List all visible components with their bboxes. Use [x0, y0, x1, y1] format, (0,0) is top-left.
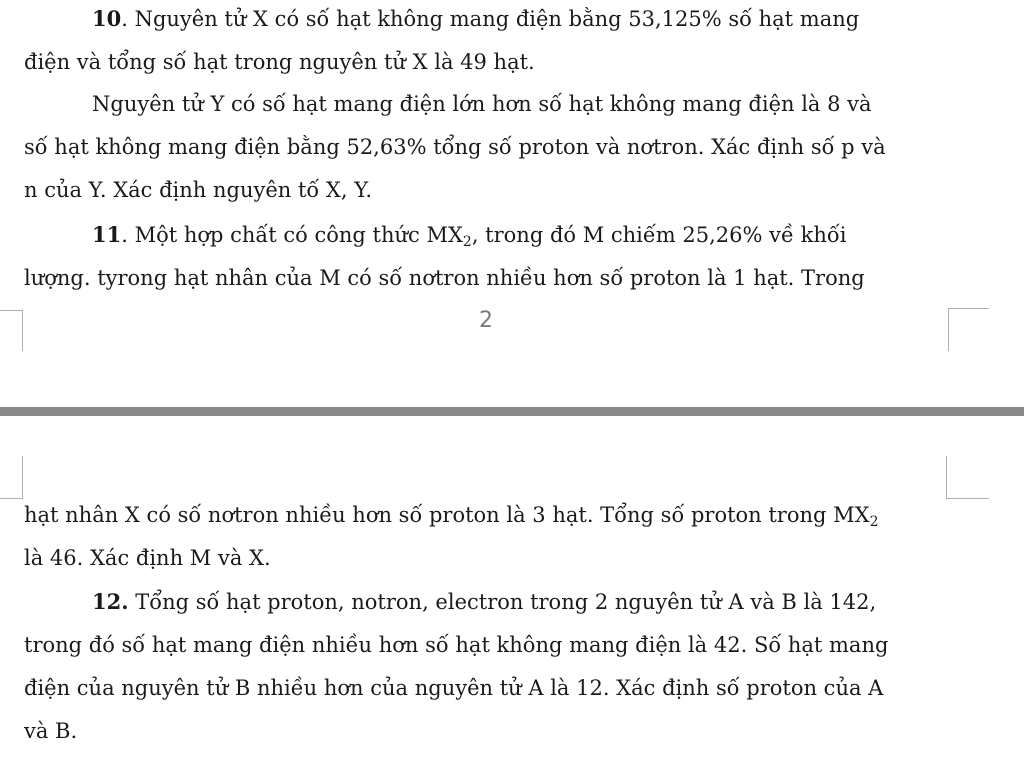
question-10 [24, 0, 948, 84]
page-separator [0, 407, 1024, 416]
q12-line-2: trong đó số hạt mang điện nhiều hơn số hạt không mang điện là 42. Số hạt mang [24, 633, 889, 657]
q10b-line-1: Nguyên tử Y có số hạt mang điện lớn hơn số hạt không mang điện là 8 và [92, 92, 872, 116]
q11-line-2: lượng. tyrong hạt nhân của M có số nơtron nhiều hơn số proton là 1 hạt. Trong [24, 266, 865, 290]
q10b-line-3: n của Y. Xác định nguyên tố X, Y. [24, 178, 373, 202]
page-margin-corner-top-right [946, 456, 989, 499]
page-margin-corner-bottom-right [948, 308, 989, 351]
q12-line-1: 12. Tổng số hạt proton, notron, electron trong 2 nguyên tử A và B là 142, [92, 589, 877, 614]
page-margin-corner-bottom-left [0, 310, 23, 351]
q11-cont-subscript: 2 [869, 514, 879, 530]
q11-subscript: 2 [462, 234, 472, 250]
q11-cont-line-2: là 46. Xác định M và X. [24, 546, 271, 570]
q10-number: 10 [92, 6, 122, 31]
q11-cont-line-1: hạt nhân X có số nơtron nhiều hơn số proton là 3 hạt. Tổng số proton trong $MX_2$ [24, 503, 879, 530]
q10b-line-2: số hạt không mang điện bằng 52,63% tổng số proton và nơtron. Xác định số p và [24, 135, 886, 159]
q11-number: 11 [92, 222, 122, 247]
q12-line-3: điện của nguyên tử B nhiều hơn của nguyên tử A là 12. Xác định số proton của A [24, 676, 884, 700]
q12-number: 12. [92, 589, 129, 614]
question-12 [24, 580, 948, 753]
question-11-continued [24, 494, 948, 580]
question-10-part-y [24, 83, 948, 212]
question-11 [24, 213, 948, 300]
q12-line-4: và B. [24, 719, 78, 743]
q10-line-1: 10. Nguyên tử X có số hạt không mang điện bằng 53,125% số hạt mang [92, 6, 860, 31]
page-margin-corner-top-left [0, 456, 23, 499]
q10-line-2: điện và tổng số hạt trong nguyên tử X là 49 hạt. [24, 50, 535, 74]
q11-line-1: 11. Một hợp chất có công thức $MX_2$, trong đó M chiếm 25,26% về khối [92, 222, 847, 250]
page-number: 2 [479, 308, 493, 333]
